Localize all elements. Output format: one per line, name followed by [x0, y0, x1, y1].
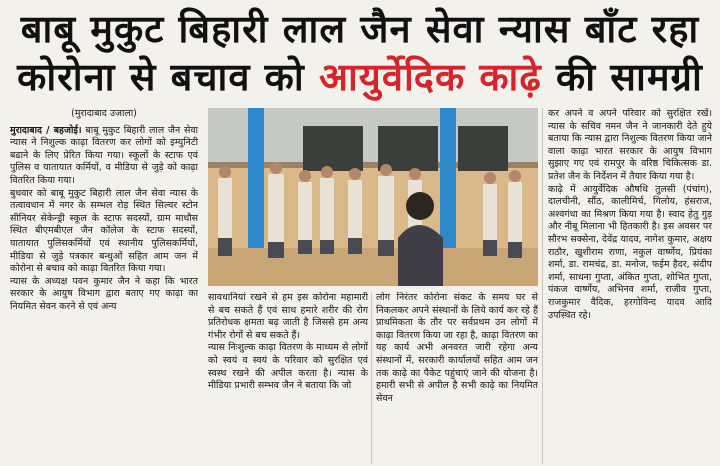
paragraph: बुधवार को बाबू मुकुट बिहारी लाल जैन सेवा न्यास के तत्वावधान में नगर के सम्भल रोड़ स्थित सिल्वर स्टोन सीनियर सेकेन्ड्री स्कूल के स्टाफ सदस्यों, ग्राम माधौस स्थित बीएमबीएल जैन कॉलेज के स्टाफ सदस्यों, यातायात पुलिसकर्मियों एवं स्थानीय पुलिसकर्मियों, मीडिया से जुड़े पत्रकार बन्धुओं सहित आम जन में कोरोना से बचाव को काढ़ा वितरित किया गया। — [10, 187, 198, 275]
article-column-4 — [548, 108, 712, 464]
paragraph: काढ़े में आयुर्वेदिक औषधि तुलसी (पंचांग), दालचीनी, सौंठ, कालीमिर्च, गिलोय, हंसराज, अश्वगंधा का मिश्रण किया गया है। स्वाद हेतु गुड़ और नीबू मिलाना भी हितकारी है। इस अवसर पर सौरभ सक्सेना, देवेंद्र यादव, नागेश कुमार, अक्षय राठौर, खुशीराम राणा, नकुल वार्ष्णेय, प्रियंका शर्मा, डा. रामचंद्र, डा. मनोज, फईम हैदर, संदीप शर्मा, साधना गुप्ता, अंकित गुप्ता, शोभित गुप्ता, पंकज वार्ष्णेय, अभिनव शर्मा, राजीव गुप्ता, राजकुमार वैदिक, हरगोविन्द यादव आदि उपस्थित रहे। — [548, 183, 712, 321]
news-photo — [208, 108, 538, 286]
paragraph: कर अपने व अपने परिवार को सुरक्षित रखें। न्यास के सचिव नमन जैन ने जानकारी देते हुये बताया कि न्यास द्वारा निशुल्क वितरण किया जाने वाला काढ़ा भारत सरकार के आयुष विभाग सुझाए गए एवं रामपुर के वरिष्ठ चिकित्सक डा. प्रतेश जैन के निर्देशन में तैयार किया गया है। — [548, 108, 712, 182]
paragraph — [10, 125, 198, 188]
article-column-3 — [376, 292, 538, 464]
headline-suffix: की सामग्री — [556, 55, 703, 99]
headline-prefix: कोरोना से बचाव को — [17, 55, 305, 99]
paragraph-text: बाबू मुकुट बिहारी लाल जैन सेवा न्यास ने निशुल्क काढ़ा वितरण कर लोगों को इम्युनिटी बढाने के लिए प्रेरित किया गया। स्कूलों के स्टाफ एवं पुलिस व यातायात कर्मियों, व मीडिया से जुड़े को काढ़ा वितरित किया गया। — [10, 124, 198, 186]
column-divider — [542, 108, 543, 464]
column-divider — [371, 292, 372, 464]
place-date: मुरादाबाद / बहजोई। — [10, 124, 82, 136]
headline-accent: आयुर्वेदिक काढ़े — [318, 55, 542, 99]
paragraph: न्यास के अध्यक्ष पवन कुमार जैन ने कहा कि भारत सरकार के आयुष विभाग द्वारा बताए गए काढ़ा का नियमित सेवन करने से एवं अन्य — [10, 275, 198, 312]
paragraph: लोग निरंतर कोरोना संकट के समय घर से निकलकर अपने संस्थानों के लिये कार्य कर रहे हैं प्राथमिकता के तौर पर सर्वप्रथम उन लोगों में काढ़ा वितरण किया जा रहा है, काढ़ा वितरण का यह कार्य अभी अनवरत जारी रहेगा अन्य संस्थानों में, सरकारी कार्यालयों सहित आम जन तक काढ़े का पैकेट पहुंचाएं जाने की योजना है। हमारी सभी से अपील है सभी काढ़े का नियमित सेवन — [376, 292, 538, 404]
paragraph: सावधानियां रखने से हम इस कोरोना महामारी से बच सकते हैं एवं साथ हमारे शरीर की रोग प्रतिरोधक क्षमता बढ़ जाती है जिससे हम अन्य गंभीर रोगों से बच सकते हैं। — [208, 292, 368, 341]
dateline: (मुरादाबाद उजाला) — [71, 108, 137, 119]
article-column-2 — [208, 292, 368, 464]
article-column-1 — [10, 108, 198, 464]
paragraph: न्यास निःशुल्क काढ़ा वितरण के माध्यम से लोगों को स्वयं व स्वयं के परिवार को सुरक्षित एवं स्वस्थ रखने की अपील करता है। न्यास के मीडिया प्रभारी सम्भव जैन ने बताया कि जो — [208, 342, 368, 392]
headline-line-2 — [0, 54, 720, 100]
headline-line-1: बाबू मुकुट बिहारी लाल जैन सेवा न्यास बाँट रहा — [20, 7, 700, 51]
